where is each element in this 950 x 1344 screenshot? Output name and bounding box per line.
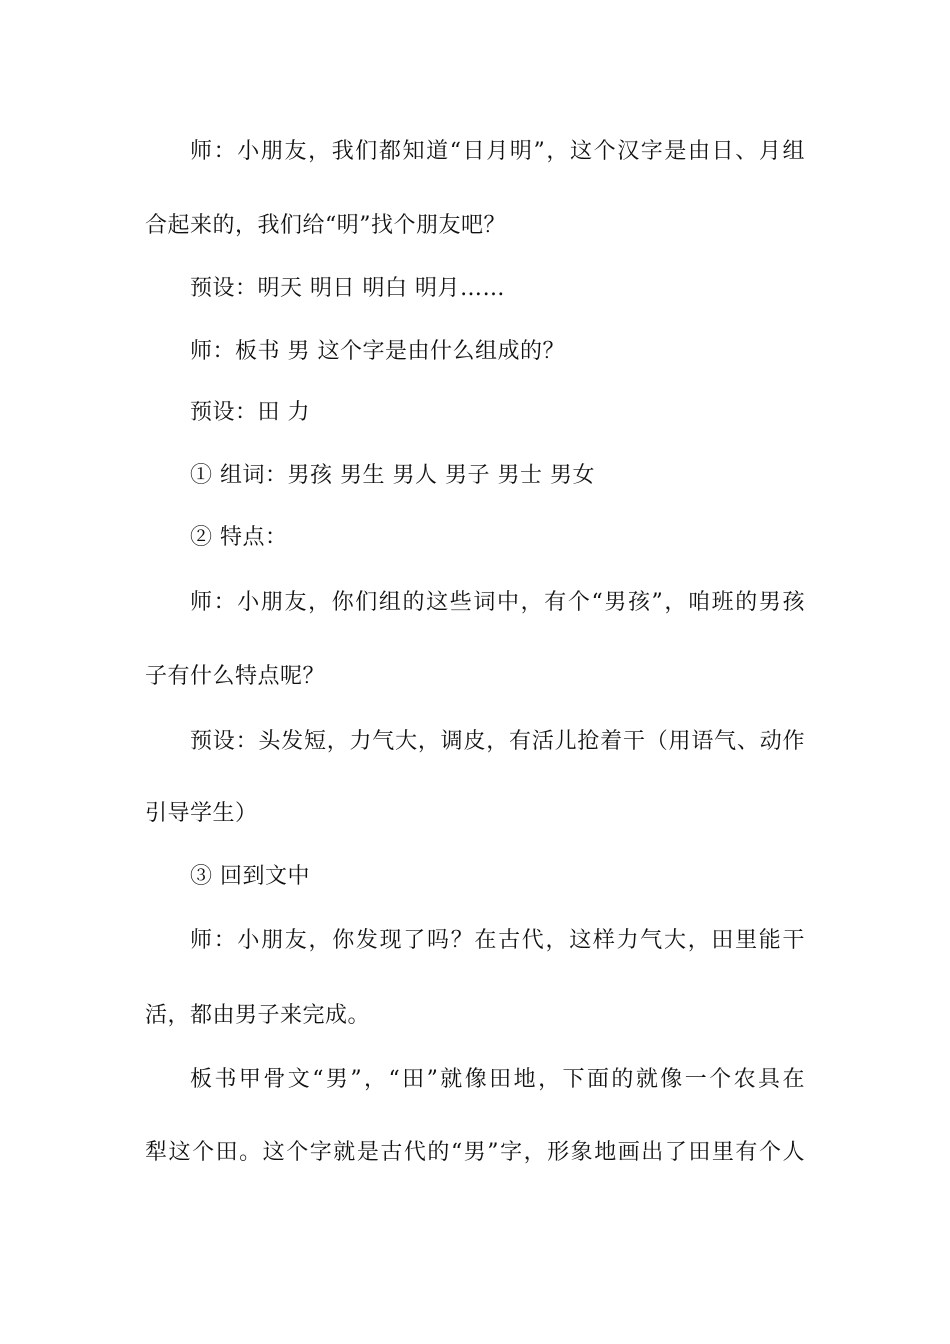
paragraph-line-14: 活，都由男子来完成。 (145, 1003, 371, 1028)
paragraph-line-3: 预设：明天 明日 明白 明月…… (190, 276, 505, 301)
paragraph-line-5: 预设：田 力 (190, 400, 310, 425)
paragraph-line-10: 预设：头发短，力气大，调皮，有活儿抢着干（用语气、动作 (190, 729, 805, 754)
list-item-2: ② 特点： (190, 525, 288, 550)
list-item-1: ① 组词：男孩 男生 男人 男子 男士 男女 (190, 463, 595, 488)
paragraph-line-13: 师：小朋友，你发现了吗？在古代，这样力气大，田里能干 (190, 928, 805, 953)
paragraph-line-16: 犁这个田。这个字就是古代的“男”字，形象地画出了田里有个人 (145, 1140, 805, 1165)
paragraph-line-1: 师：小朋友，我们都知道“日月明”，这个汉字是由日、月组 (190, 139, 805, 164)
paragraph-line-15: 板书甲骨文“男”，“田”就像田地，下面的就像一个农具在 (190, 1067, 805, 1092)
paragraph-line-8: 师：小朋友，你们组的这些词中，有个“男孩”，咱班的男孩 (190, 590, 805, 615)
list-item-3: ③ 回到文中 (190, 864, 310, 889)
paragraph-line-11: 引导学生） (145, 801, 258, 826)
paragraph-line-4: 师：板书 男 这个字是由什么组成的？ (190, 339, 565, 364)
paragraph-line-2: 合起来的，我们给“明”找个朋友吧？ (145, 213, 506, 238)
paragraph-line-9: 子有什么特点呢？ (145, 664, 326, 689)
